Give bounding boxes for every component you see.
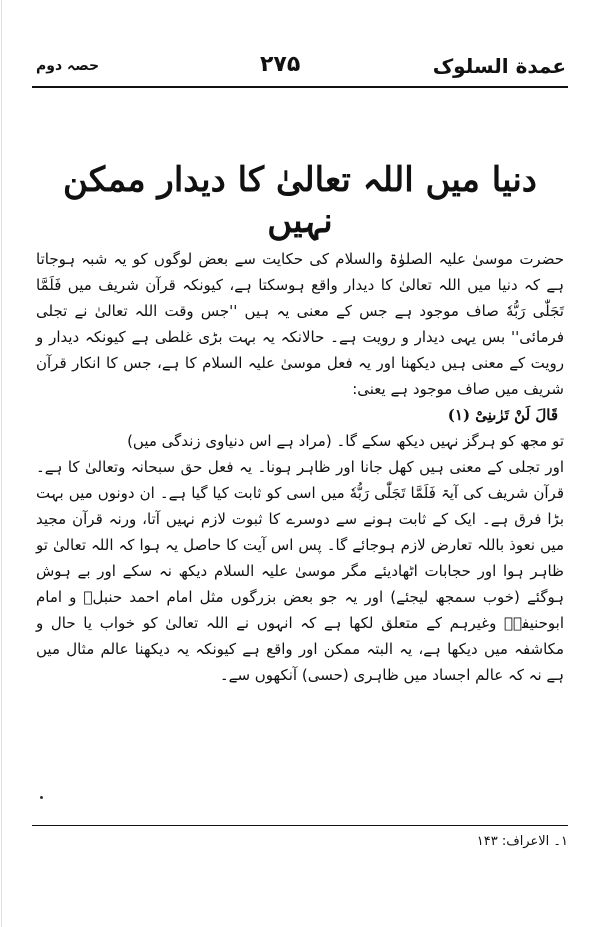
footnote-divider bbox=[32, 825, 568, 826]
part-label: حصہ دوم bbox=[36, 58, 100, 74]
body-text bbox=[36, 246, 564, 688]
paragraph-verse-translation: تو مجھ کو ہرگز نہیں دیکھ سکے گا۔ (مراد ہے اس دنیاوی زندگی میں) bbox=[127, 432, 564, 450]
page-edge-line bbox=[1, 0, 2, 927]
header-divider bbox=[32, 86, 568, 88]
quran-verse: قَالَ لَنْ تَرٰىنِیْ (۱) bbox=[447, 406, 558, 424]
chapter-title: دنیا میں اللہ تعالیٰ کا دیدار ممکن نہیں bbox=[63, 160, 537, 241]
page-header bbox=[32, 52, 568, 86]
footnote: ۱۔ الاعراف: ۱۴۳ bbox=[476, 834, 568, 849]
stray-dot bbox=[40, 796, 43, 799]
page-number: ۲۷۵ bbox=[260, 52, 301, 77]
book-title: عمدة السلوک bbox=[432, 54, 566, 78]
paragraph-explanation: اور تجلی کے معنی ہیں کھل جانا اور ظاہر ہونا۔ یہ فعل حق سبحانہ وتعالیٰ کا ہے۔ قرآن شریف کی آیۃ فَلَمَّا تَجَلّٰى رَبُّهٗ میں اسی کو ثابت کیا گیا ہے۔ ان دونوں میں بہت بڑا فرق ہے۔ ایک کے ثابت ہونے سے دوسرے کا ثبوت لازم نہیں آتا، ورنہ قرآن مجید میں نعوذ باللہ تعارض لازم ہوجائے گا۔ پس اس آیت کا حاصل یہ ہوا کہ اللہ تعالیٰ تو ظاہر ہوا اور حجابات اٹھادیئے مگر موسیٰ علیہ السلام دیکھ نہ سکے اور بے ہوش ہوگئے (خوب سمجھ لیجئے) اور یہ جو بعض بزرگوں مثل امام احمد حنبلؒ و امام ابوحنیفہؒ وغیرہم کے متعلق لکھا ہے کہ انہوں نے اللہ تعالیٰ کو خواب یا حال و مکاشفہ میں دیکھا ہے، یہ البتہ ممکن اور واقع ہے کیونکہ یہ دیکھنا عالم مثال میں ہے نہ کہ عالم اجساد میں ظاہری (حسی) آنکھوں سے۔ bbox=[36, 458, 564, 684]
paragraph-intro: حضرت موسیٰ علیہ الصلوٰۃ والسلام کی حکایت سے بعض لوگوں کو یہ شبہ ہوجاتا ہے کہ دنیا میں اللہ تعالیٰ کا دیدار واقع ہوسکتا ہے، کیونکہ قرآن شریف میں فَلَمَّا تَجَلّٰى رَبُّهٗ صاف موجود ہے جس کے معنی یہ ہیں ''جس وقت اللہ تعالیٰ نے تجلی فرمائی'' بس یہی دیدار و رویت ہے۔ حالانکہ یہ بہت بڑی غلطی ہے کیونکہ دیدار و رویت کے معنی ہیں دیکھنا اور یہ فعل موسیٰ علیہ السلام کا ہے، جس کا انکار قرآن شریف میں صاف موجود ہے یعنی: bbox=[36, 250, 564, 398]
